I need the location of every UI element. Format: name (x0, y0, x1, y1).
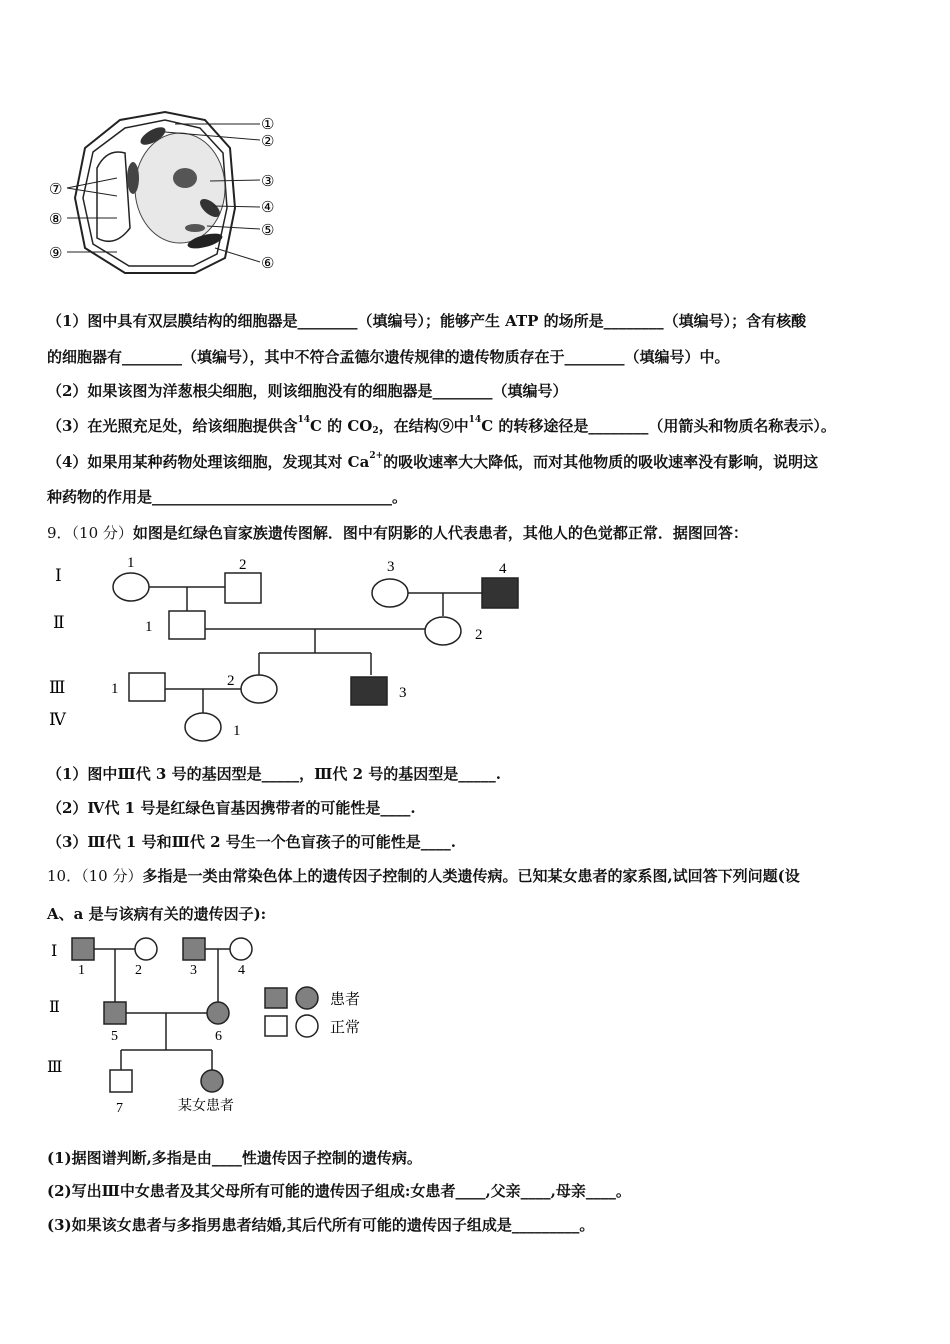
q8-part4b: 种药物的作用是________________________________。 (47, 488, 408, 506)
q10-I3-male-affected (183, 938, 205, 960)
q10-sub1: (1)据图谱判断,多指是由____性遗传因子控制的遗传病。 (47, 1149, 422, 1167)
vacuole (97, 152, 130, 241)
q9-III3-male-affected (351, 677, 387, 705)
q9-num-IV1: 1 (233, 723, 241, 739)
q9-num-I1: 1 (127, 555, 135, 571)
q9-num-II2: 2 (475, 627, 483, 643)
q9-stem: 如图是红绿色盲家族遗传图解．图中有阴影的人代表患者，其他人的色觉都正常．据图回答： (132, 524, 748, 542)
q9-header (47, 523, 907, 543)
q10-header (47, 866, 907, 886)
q9-sub2: （2）Ⅳ代 1 号是红绿色盲基因携带者的可能性是____. (47, 799, 416, 817)
cell-diagram (45, 108, 290, 278)
q9-num-II1: 1 (145, 619, 153, 635)
q9-II2-female (425, 617, 461, 645)
q8-part3 (47, 416, 907, 436)
q10-sub2: (2)写出Ⅲ中女患者及其父母所有可能的遗传因子组成:女患者____,父亲____,母亲____。 (47, 1182, 631, 1200)
q10-stem-b: A、a 是与该病有关的遗传因子): (47, 905, 267, 923)
q10-number: 10．（10 分） (47, 867, 143, 885)
q9-num-III1: 1 (111, 681, 119, 697)
q9-num-III3: 3 (399, 685, 407, 701)
q9-III1-male (129, 673, 165, 701)
chloroplast (127, 162, 139, 194)
q9-number: 9．（10 分） (47, 524, 133, 542)
cell-label-8: ⑧ (49, 212, 63, 228)
cell-label-2: ② (261, 134, 275, 150)
q10-sub3: (3)如果该女患者与多指男患者结婚,其后代所有可能的遗传因子组成是_________。 (47, 1216, 595, 1234)
q10-num-3: 3 (190, 963, 197, 978)
q10-proband-label: 某女患者 (178, 1099, 234, 1114)
q8-part2: （2）如果该图为洋葱根尖细胞，则该细胞没有的细胞器是________（填编号） (47, 382, 568, 400)
q10-legend-normal-label: 正常 (330, 1020, 361, 1036)
q9-gen-IV: Ⅳ (49, 710, 66, 729)
q9-II1-male (169, 611, 205, 639)
q8-part3-sup2: 14 (468, 415, 482, 425)
q9-gen-III: Ⅲ (49, 678, 66, 697)
cell-label-1: ① (261, 117, 275, 133)
golgi (185, 224, 205, 232)
q8-part1b: 的细胞器有________（填编号），其中不符合孟德尔遗传规律的遗传物质存在于________（填编号）中。 (47, 348, 730, 366)
q10-proband-female-affected (201, 1070, 223, 1092)
cell-label-5: ⑤ (261, 223, 275, 239)
cell-label-3: ③ (261, 174, 275, 190)
q10-gen-III: Ⅲ (47, 1059, 63, 1076)
q8-part1a: （1）图中具有双层膜结构的细胞器是________（填编号）；能够产生 ATP 的场所是________（填编号）；含有核酸 (47, 312, 807, 330)
q10-num-6: 6 (215, 1029, 222, 1044)
q10-legend-normal-square (265, 1016, 287, 1036)
q10-num-5: 5 (111, 1029, 118, 1044)
q10-legend-affected-circle (296, 987, 318, 1009)
q10-gen-I: Ⅰ (51, 943, 58, 960)
q9-num-I3: 3 (387, 559, 395, 575)
q8-part3-pre: （3）在光照充足处，给该细胞提供含 (47, 417, 298, 435)
q9-I1-female (113, 573, 149, 601)
q9-I4-male-affected (482, 578, 518, 608)
q8-part4-pre: （4）如果用某种药物处理该细胞，发现其对 Ca (47, 453, 370, 471)
q9-I2-male (225, 573, 261, 603)
q8-part3-mid1: C 的 CO (309, 417, 373, 435)
connector-line (207, 226, 260, 229)
q10-II5-male-affected (104, 1002, 126, 1024)
q9-pedigree (45, 553, 545, 748)
q10-stem-a: 多指是一类由常染色体上的遗传因子控制的人类遗传病。已知某女患者的家系图,试回答下列问题(设 (142, 867, 800, 885)
q9-I3-female (372, 579, 408, 607)
q8-part3-sub: 2 (372, 426, 379, 436)
q10-num-4: 4 (238, 963, 245, 978)
q10-I2-female (135, 938, 157, 960)
q10-pedigree (45, 930, 375, 1120)
cell-label-9: ⑨ (49, 246, 63, 262)
q9-num-III2: 2 (227, 673, 235, 689)
q8-part4-sup: 2+ (369, 451, 384, 461)
q10-II6-female-affected (207, 1002, 229, 1024)
cell-label-7: ⑦ (49, 182, 63, 198)
nucleolus (173, 168, 197, 188)
q10-III7-male (110, 1070, 132, 1092)
q10-legend-affected-square (265, 988, 287, 1008)
q9-gen-I: Ⅰ (55, 566, 62, 585)
q10-num-1: 1 (78, 963, 85, 978)
cell-label-6: ⑥ (261, 256, 275, 272)
q10-legend-normal-circle (296, 1015, 318, 1037)
cell-label-4: ④ (261, 200, 275, 216)
q9-num-I4: 4 (499, 561, 507, 577)
q9-IV1-female (185, 713, 221, 741)
q10-num-2: 2 (135, 963, 142, 978)
q9-sub1: （1）图中Ⅲ代 3 号的基因型是_____，Ⅲ代 2 号的基因型是_____. (47, 765, 501, 783)
q10-gen-II: Ⅱ (49, 999, 60, 1016)
q8-part4-post: 的吸收速率大大降低，而对其他物质的吸收速率没有影响，说明这 (383, 453, 819, 471)
q8-part4 (47, 452, 907, 472)
q10-legend-affected-label: 患者 (330, 992, 361, 1008)
q9-sub3: （3）Ⅲ代 1 号和Ⅲ代 2 号生一个色盲孩子的可能性是____. (47, 833, 456, 851)
q9-num-I2: 2 (239, 557, 247, 573)
q9-III2-female (241, 675, 277, 703)
q8-part3-post: C 的转移途径是________（用箭头和物质名称表示）。 (481, 417, 836, 435)
q8-part3-sup1: 14 (297, 415, 310, 425)
q10-num-7: 7 (116, 1101, 123, 1116)
q10-I4-female (230, 938, 252, 960)
q8-part3-mid2: ，在结构⑨中 (378, 417, 469, 435)
q10-I1-male-affected (72, 938, 94, 960)
q9-gen-II: Ⅱ (53, 613, 65, 632)
